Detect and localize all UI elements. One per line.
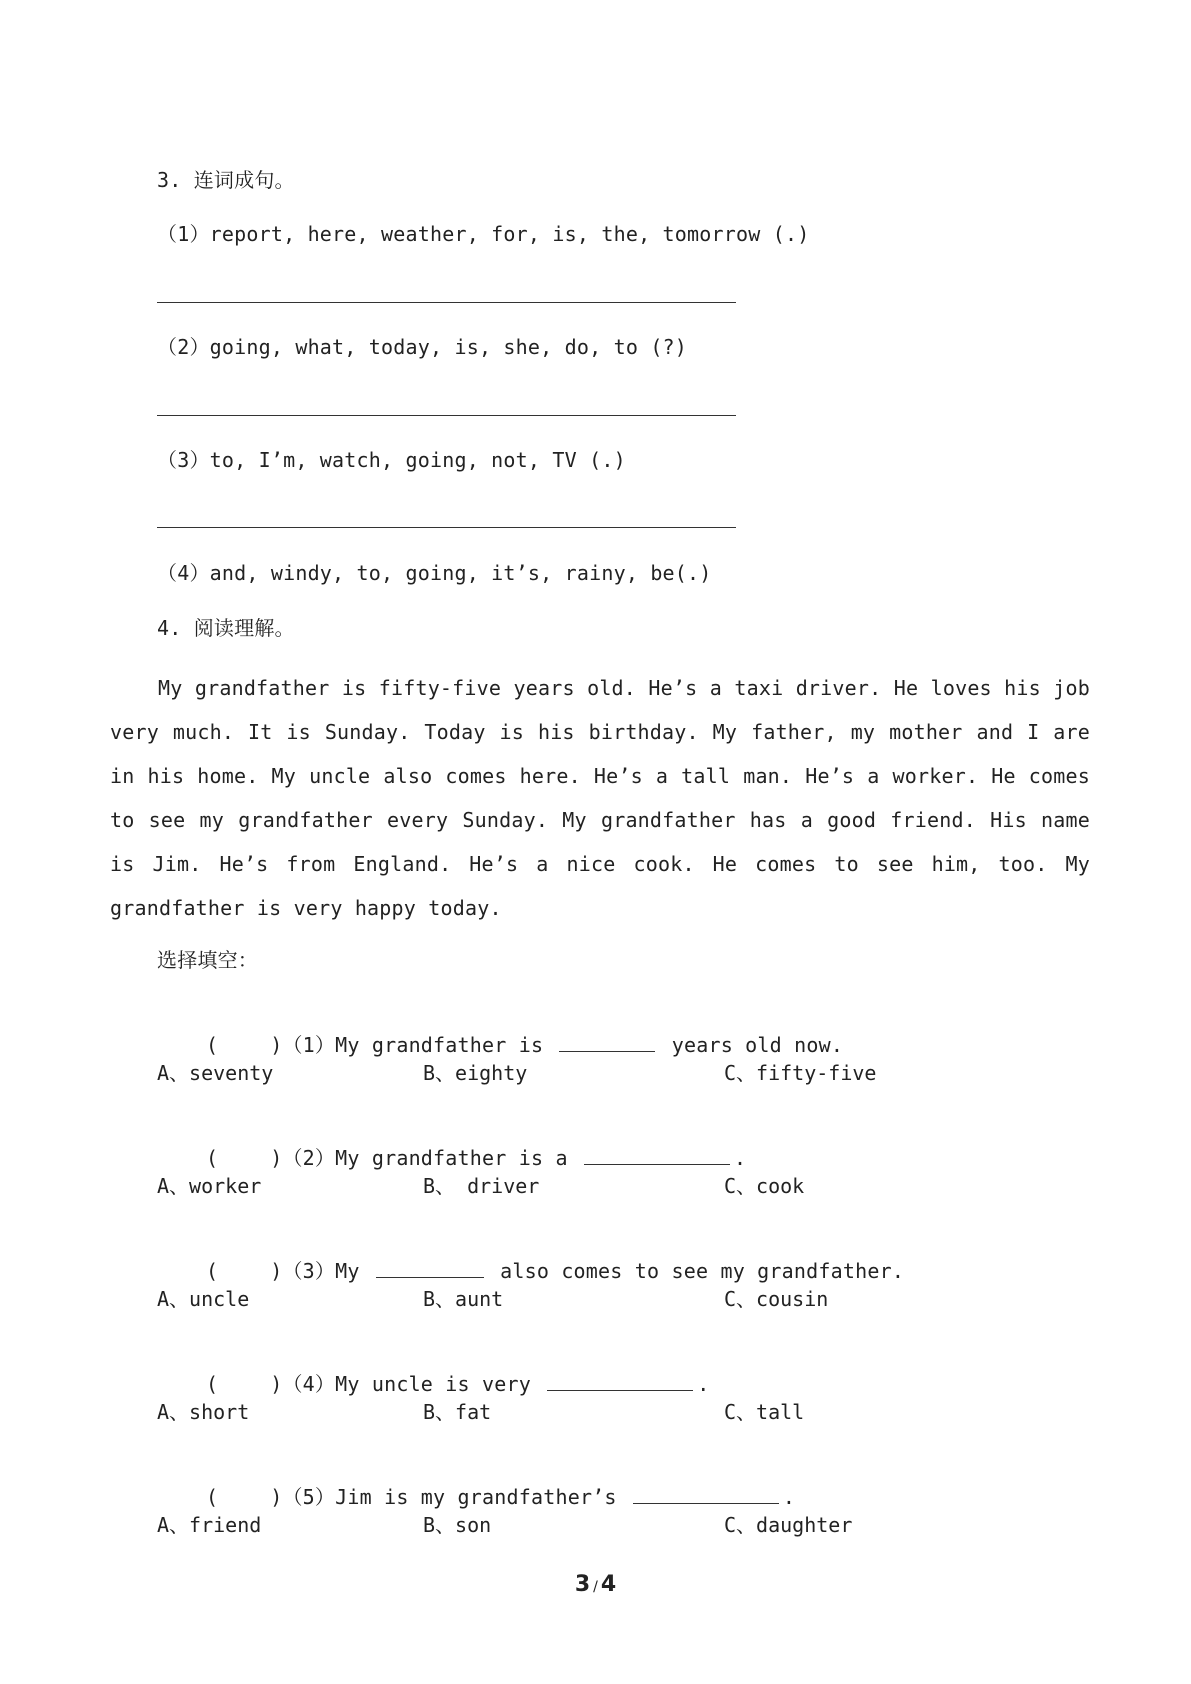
- question-text: years old now.: [671, 1033, 844, 1057]
- question-text: My uncle is very: [335, 1372, 531, 1396]
- open-paren: (: [205, 1033, 219, 1057]
- option-a[interactable]: A、short: [157, 1400, 250, 1424]
- close-paren: ): [270, 1485, 283, 1509]
- option-c[interactable]: C、cook: [724, 1174, 805, 1198]
- question-text: .: [697, 1372, 710, 1396]
- fill-blank[interactable]: [376, 1259, 484, 1278]
- close-paren: ): [270, 1033, 283, 1057]
- close-paren: ): [270, 1146, 283, 1170]
- fill-blank[interactable]: [559, 1033, 655, 1052]
- question-text: .: [782, 1485, 796, 1509]
- section-heading: 3. 连词成句。: [157, 168, 295, 192]
- current-page: 3: [574, 1572, 591, 1597]
- open-paren: (: [205, 1372, 219, 1396]
- option-b[interactable]: B、fat: [423, 1400, 492, 1424]
- question-text: also comes to see my grandfather.: [500, 1259, 905, 1283]
- question-text: My grandfather is a: [335, 1146, 568, 1170]
- question-number: （3）: [282, 1259, 336, 1283]
- instruction-text: 选择填空：: [157, 948, 258, 972]
- answer-line[interactable]: [157, 527, 736, 528]
- reading-passage: My grandfather is fifty-five years old. He’s a taxi driver. He loves his job very much. It is Sunday. Today is his birthday. My father, my mother and I are in his home. My uncle also comes here. He’s a tall man. He’s a worker. He comes to see my grandfather every Sunday. My grandfather has a good friend. His name is Jim. He’s from England. He’s a nice cook. He comes to see him, too. My grandfather is very happy today.: [110, 676, 1090, 920]
- exercise-item: （3）to, I’m, watch, going, not, TV (.): [157, 448, 626, 472]
- question-number: （1）: [282, 1033, 336, 1057]
- close-paren: ): [270, 1259, 283, 1283]
- answer-line[interactable]: [157, 415, 736, 416]
- option-b[interactable]: B、son: [423, 1513, 492, 1537]
- open-paren: (: [205, 1259, 219, 1283]
- fill-blank[interactable]: [633, 1485, 779, 1504]
- question-text: .: [733, 1146, 747, 1170]
- question-text: Jim is my grandfather’s: [335, 1485, 617, 1509]
- option-c[interactable]: C、fifty-five: [724, 1061, 877, 1085]
- page-number: [0, 1572, 1191, 1597]
- question-text: My grandfather is: [335, 1033, 544, 1057]
- total-pages: 4: [600, 1572, 617, 1597]
- question-number: （5）: [282, 1485, 336, 1509]
- question-number: （4）: [282, 1372, 336, 1396]
- open-paren: (: [205, 1485, 219, 1509]
- option-a[interactable]: A、seventy: [157, 1061, 274, 1085]
- open-paren: (: [205, 1146, 219, 1170]
- fill-blank[interactable]: [584, 1146, 730, 1165]
- exercise-item: （2）going, what, today, is, she, do, to (?): [157, 335, 688, 359]
- question-text: My: [335, 1259, 360, 1283]
- close-paren: ): [270, 1372, 283, 1396]
- page-separator: /: [593, 1579, 598, 1595]
- fill-blank[interactable]: [547, 1372, 693, 1391]
- option-b[interactable]: B、eighty: [423, 1061, 528, 1085]
- question-number: （2）: [282, 1146, 336, 1170]
- option-c[interactable]: C、tall: [724, 1400, 805, 1424]
- option-b[interactable]: B、aunt: [423, 1287, 504, 1311]
- exercise-item: （1）report, here, weather, for, is, the, tomorrow (.): [157, 222, 810, 246]
- option-a[interactable]: A、worker: [157, 1174, 262, 1198]
- option-c[interactable]: C、daughter: [724, 1513, 853, 1537]
- option-a[interactable]: A、uncle: [157, 1287, 250, 1311]
- option-a[interactable]: A、friend: [157, 1513, 262, 1537]
- option-c[interactable]: C、cousin: [724, 1287, 829, 1311]
- section-heading: 4. 阅读理解。: [157, 616, 295, 640]
- exercise-item: （4）and, windy, to, going, it’s, rainy, be(.): [157, 561, 712, 585]
- option-b[interactable]: B、 driver: [423, 1174, 540, 1198]
- answer-line[interactable]: [157, 302, 736, 303]
